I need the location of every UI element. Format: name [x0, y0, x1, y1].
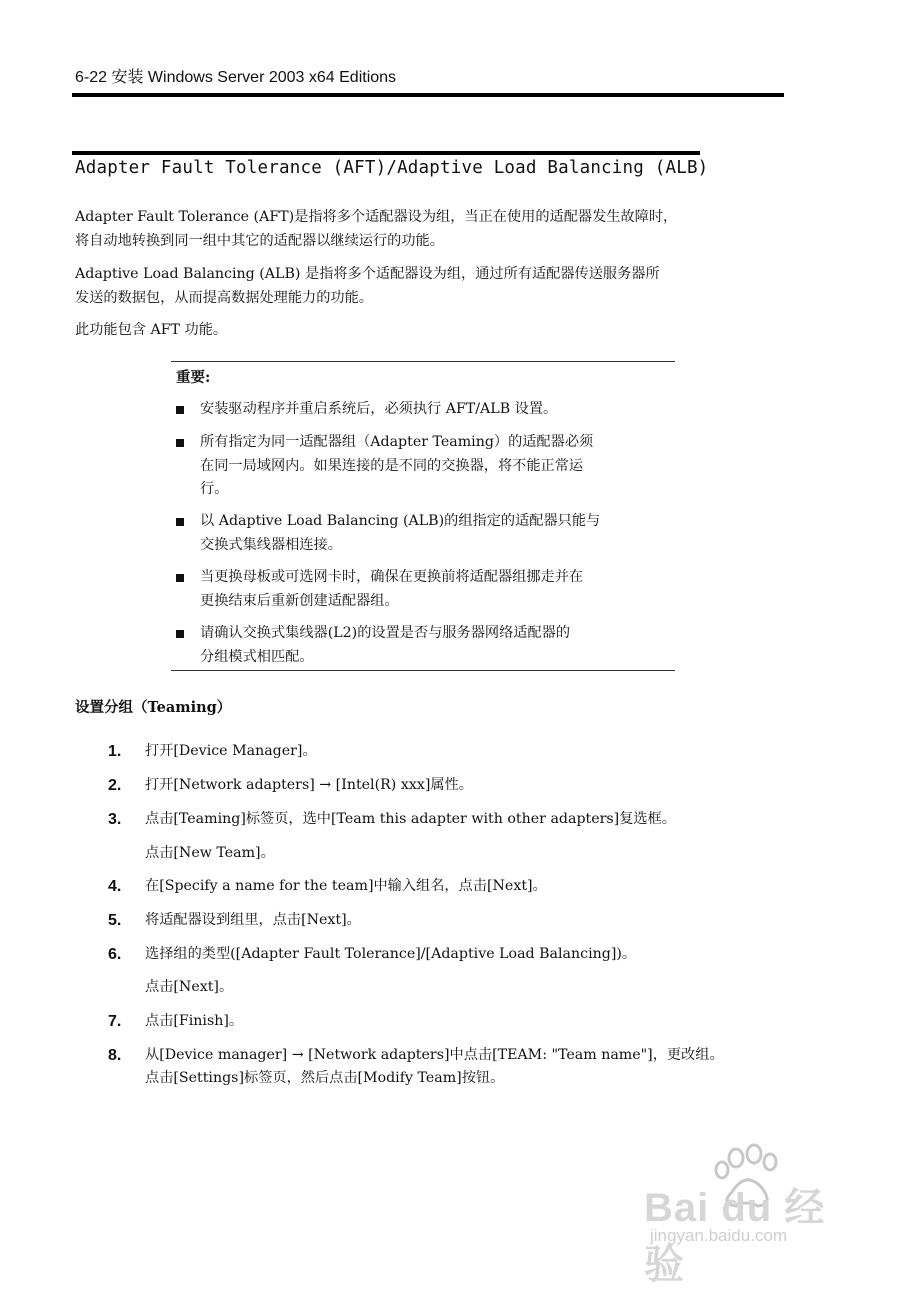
header-rule [72, 93, 784, 97]
paragraph-line: 此功能包含 AFT 功能。 [75, 322, 228, 338]
note-item-text: 安装驱动程序并重启系统后，必须执行 AFT/ALB 设置。 [200, 401, 558, 417]
note-item-text: 当更换母板或可选网卡时，确保在更换前将适配器组挪走并在 更换结束后重新创建适配器组。 [200, 569, 584, 609]
section-title: Adapter Fault Tolerance (AFT)/Adaptive Load Balancing (ALB) [75, 158, 709, 178]
note-item-text: 请确认交换式集线器(L2)的设置是否与服务器网络适配器的 分组模式相匹配。 [200, 625, 571, 665]
section-rule [72, 151, 700, 155]
step-number: 5. [108, 912, 122, 929]
step-text: 点击[Next]。 [145, 979, 234, 995]
paragraph-line: 发送的数据包，从而提高数据处理能力的功能。 [75, 290, 373, 306]
note-title: 重要: [176, 369, 211, 386]
step-text: 打开[Device Manager]。 [145, 743, 317, 759]
step-number: 4. [108, 878, 122, 895]
step-text: 在[Specify a name for the team]中输入组名，点击[Next]。 [145, 878, 547, 894]
paragraph-line: 将自动地转换到同一组中其它的适配器以继续运行的功能。 [75, 233, 444, 249]
step-text: 点击[Finish]。 [145, 1013, 244, 1029]
baidu-watermark [640, 1140, 860, 1287]
step-number: 1. [108, 743, 122, 760]
watermark-url: jingyan.baidu.com [650, 1226, 788, 1245]
step-text: 点击[New Team]。 [145, 845, 275, 861]
subsection-title: 设置分组（Teaming） [75, 699, 232, 716]
note-item-text: 所有指定为同一适配器组（Adapter Teaming）的适配器必须 在同一局域网内。如果连接的是不同的交换器，将不能正常运 行。 [200, 434, 594, 497]
step-number: 8. [108, 1047, 122, 1064]
bullet-square-icon [176, 518, 184, 526]
step-text: 选择组的类型([Adapter Fault Tolerance]/[Adaptive Load Balancing])。 [145, 946, 637, 962]
watermark-brand: Bai du 经验 [644, 1186, 826, 1287]
bullet-square-icon [176, 439, 184, 447]
step-text: 点击[Settings]标签页，然后点击[Modify Team]按钮。 [145, 1070, 505, 1086]
step-number: 3. [108, 811, 122, 828]
step-text: 打开[Network adapters] → [Intel(R) xxx]属性。 [145, 777, 473, 793]
paragraph-line: Adapter Fault Tolerance (AFT)是指将多个适配器设为组，当正在使用的适配器发生故障时， [75, 209, 678, 225]
bullet-square-icon [176, 630, 184, 638]
step-number: 2. [108, 777, 122, 794]
paragraph-line: Adaptive Load Balancing (ALB) 是指将多个适配器设为组，通过所有适配器传送服务器所 [75, 266, 660, 282]
page-header: 6-22 安装 Windows Server 2003 x64 Editions [75, 69, 397, 86]
step-number: 7. [108, 1013, 122, 1030]
bullet-square-icon [176, 406, 184, 414]
step-text: 将适配器设到组里，点击[Next]。 [145, 912, 361, 928]
note-item-text: 以 Adaptive Load Balancing (ALB)的组指定的适配器只能与 交换式集线器相连接。 [200, 513, 601, 553]
step-number: 6. [108, 946, 122, 963]
step-text: 从[Device manager] → [Network adapters]中点击[TEAM: "Team name"]，更改组。 [145, 1047, 724, 1063]
bullet-square-icon [176, 574, 184, 582]
step-text: 点击[Teaming]标签页，选中[Team this adapter with other adapters]复选框。 [145, 811, 676, 827]
